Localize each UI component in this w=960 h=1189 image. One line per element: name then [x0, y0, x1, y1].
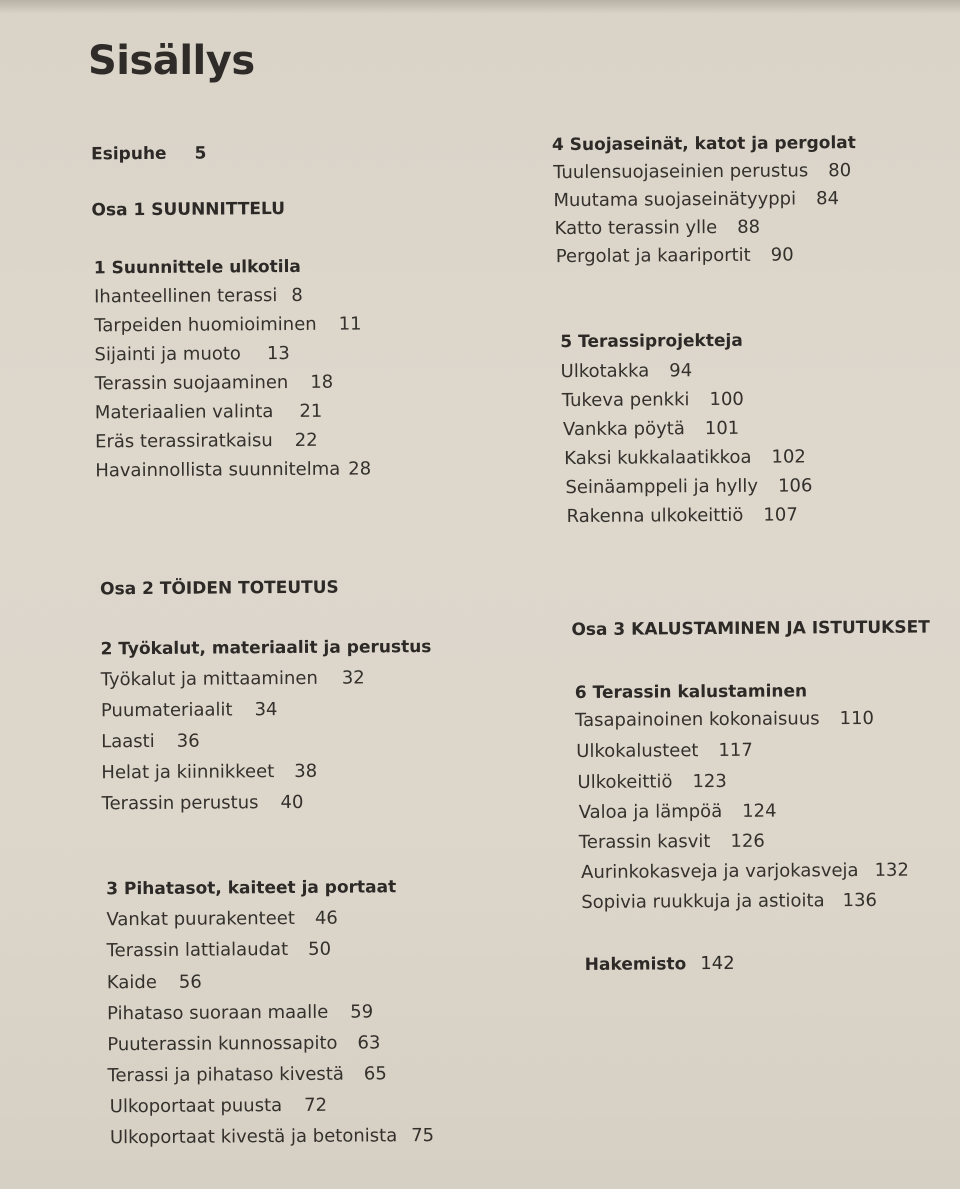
entry-page: 72	[304, 1094, 328, 1116]
chapter-heading-6: 6 Terassin kalustaminen	[574, 681, 808, 704]
entry-label: Havainnollista suunnitelma	[95, 458, 341, 482]
entry-page: 8	[291, 284, 303, 306]
toc-entry[interactable]	[581, 860, 909, 883]
toc-entry[interactable]	[567, 504, 798, 527]
entry-page: 28	[348, 458, 372, 480]
entry-label: Helat ja kiinnikkeet	[101, 761, 275, 784]
toc-entry[interactable]	[565, 475, 812, 498]
entry-label: Pergolat ja kaariportit	[555, 244, 751, 268]
toc-entry-hakemisto[interactable]	[585, 953, 735, 975]
entry-label: Sopivia ruukkuja ja astioita	[581, 890, 825, 913]
chapter-heading-3: 3 Pihatasot, kaiteet ja portaat	[106, 877, 397, 900]
entry-label: Valoa ja lämpöä	[578, 800, 723, 823]
entry-label: Työkalut ja mittaaminen	[100, 667, 318, 691]
entry-label: Terassin lattialaudat	[106, 939, 289, 962]
entry-page: 124	[742, 800, 777, 822]
entry-label: Tuulensuojaseinien perustus	[553, 160, 809, 184]
chapter-heading-1: 1 Suunnittele ulkotila	[93, 256, 301, 279]
entry-page: 63	[357, 1032, 381, 1054]
entry-page: 38	[294, 760, 318, 782]
entry-label: Terassin suojaaminen	[94, 371, 289, 395]
entry-label: Vankka pöytä	[562, 418, 685, 441]
toc-entry[interactable]	[102, 792, 304, 814]
part-heading-osa-2: Osa 2 TÖIDEN TOTEUTUS	[100, 577, 339, 600]
entry-label: Esipuhe	[91, 143, 167, 165]
entry-page: 107	[763, 504, 798, 526]
toc-entry[interactable]	[553, 188, 839, 211]
entry-label: Tarpeiden huomioiminen	[94, 313, 317, 337]
toc-entry[interactable]	[575, 708, 874, 731]
toc-entry[interactable]	[101, 667, 365, 690]
entry-page: 110	[839, 707, 875, 730]
entry-label: Puuterassin kunnossapito	[107, 1032, 338, 1056]
part-heading-osa-1: Osa 1 SUUNNITTELU	[91, 199, 286, 221]
entry-page: 80	[828, 160, 852, 182]
toc-entry[interactable]	[556, 244, 794, 267]
entry-label: Katto terassin ylle	[554, 216, 718, 240]
entry-page: 40	[280, 791, 304, 814]
toc-entry[interactable]	[107, 972, 202, 994]
entry-page: 32	[341, 667, 365, 689]
entry-label: Kaide	[106, 971, 157, 994]
entry-page: 123	[692, 770, 727, 793]
entry-label: Tukeva penkki	[561, 389, 690, 412]
chapter-heading-5: 5 Terassiprojekteja	[560, 330, 743, 353]
entry-page: 65	[363, 1063, 387, 1085]
entry-label: Ulkoportaat puusta	[109, 1095, 283, 1118]
toc-entry[interactable]	[107, 939, 332, 962]
toc-entry[interactable]	[106, 908, 338, 931]
toc-entry[interactable]	[561, 360, 693, 382]
toc-entry[interactable]	[95, 458, 371, 481]
entry-label: Muutama suojaseinätyyppi	[553, 188, 797, 212]
toc-entry[interactable]	[94, 285, 303, 307]
entry-page: 59	[350, 1001, 374, 1023]
chapter-heading-2: 2 Työkalut, materiaalit ja perustus	[100, 637, 432, 660]
entry-page: 100	[709, 388, 744, 411]
toc-entry[interactable]	[107, 1001, 373, 1024]
entry-label: Terassi ja pihataso kivestä	[107, 1063, 344, 1087]
entry-label: Rakenna ulkokeittiö	[566, 504, 744, 528]
entry-label: Tasapainoinen kokonaisuus	[574, 708, 820, 732]
toc-entry-esipuhe[interactable]	[91, 144, 206, 165]
entry-label: Eräs terassiratkaisu	[95, 430, 273, 453]
toc-entry[interactable]	[95, 372, 334, 395]
entry-page: 5	[194, 143, 207, 164]
entry-label: Materiaalien valinta	[94, 401, 274, 424]
toc-entry[interactable]	[95, 401, 323, 424]
entry-page: 88	[737, 216, 761, 238]
entry-label: Seinäamppeli ja hylly	[565, 475, 759, 499]
entry-page: 36	[176, 730, 200, 752]
entry-page: 18	[310, 371, 334, 393]
entry-label: Terassin kasvit	[578, 831, 711, 853]
toc-entry[interactable]	[110, 1125, 434, 1148]
entry-page: 50	[308, 938, 332, 960]
entry-label: Puumateriaalit	[100, 699, 233, 722]
toc-entry[interactable]	[576, 740, 753, 762]
toc-entry[interactable]	[579, 801, 777, 823]
entry-label: Pihataso suoraan maalle	[107, 1001, 329, 1025]
chapter-heading-4: 4 Suojaseinät, katot ja pergolat	[551, 133, 856, 156]
entry-page: 75	[411, 1124, 435, 1147]
toc-entry[interactable]	[94, 313, 361, 336]
entry-page: 132	[874, 859, 909, 881]
toc-entry[interactable]	[101, 761, 317, 784]
toc-entry[interactable]	[579, 831, 765, 853]
entry-page: 90	[770, 244, 794, 266]
toc-entry[interactable]	[101, 731, 200, 753]
page-top-shadow	[0, 0, 960, 14]
entry-page: 94	[669, 360, 693, 382]
entry-label: Sijainti ja muoto	[94, 343, 241, 366]
toc-entry[interactable]	[101, 699, 278, 721]
entry-page: 21	[299, 400, 323, 422]
entry-page: 13	[266, 342, 290, 365]
entry-label: Kaksi kukkalaatikkoa	[564, 446, 752, 470]
entry-page: 56	[178, 971, 202, 993]
entry-label: Vankat puurakenteet	[106, 907, 295, 931]
entry-page: 22	[294, 429, 318, 451]
entry-page: 11	[338, 313, 362, 335]
page-title: Sisällys	[88, 38, 255, 84]
entry-page: 101	[704, 417, 740, 440]
toc-entry[interactable]	[564, 446, 806, 469]
entry-page: 84	[816, 188, 840, 210]
entry-label: Ihanteellinen terassi	[94, 285, 278, 308]
toc-entry[interactable]	[581, 890, 877, 913]
toc-entry[interactable]	[555, 217, 761, 239]
entry-label: Ulkokalusteet	[576, 740, 699, 762]
toc-entry[interactable]	[107, 1032, 380, 1055]
part-heading-osa-3: Osa 3 KALUSTAMINEN JA ISTUTUKSET	[571, 617, 930, 641]
toc-entry[interactable]	[94, 343, 289, 365]
entry-page: 46	[314, 907, 338, 929]
entry-label: Ulkoportaat kivestä ja betonista	[109, 1125, 398, 1149]
entry-page: 34	[254, 699, 278, 721]
entry-page: 117	[718, 739, 753, 762]
entry-page: 106	[777, 475, 813, 497]
entry-label: Laasti	[101, 730, 155, 753]
entry-page: 102	[771, 446, 806, 468]
entry-page: 136	[842, 889, 878, 912]
entry-label: Terassin perustus	[101, 792, 259, 815]
entry-page: 142	[700, 952, 735, 975]
entry-page: 126	[730, 830, 765, 852]
toc-entry[interactable]	[107, 1063, 386, 1086]
toc-entry[interactable]	[110, 1095, 327, 1118]
entry-label: Ulkotakka	[560, 360, 650, 383]
entry-label: Ulkokeittiö	[577, 771, 673, 793]
toc-entry[interactable]	[577, 771, 726, 793]
toc-entry[interactable]	[562, 389, 744, 411]
entry-label: Aurinkokasveja ja varjokasveja	[581, 860, 859, 883]
toc-entry[interactable]	[563, 418, 739, 440]
toc-entry[interactable]	[95, 430, 318, 453]
entry-label: Hakemisto	[584, 954, 687, 975]
toc-entry[interactable]	[553, 160, 851, 183]
